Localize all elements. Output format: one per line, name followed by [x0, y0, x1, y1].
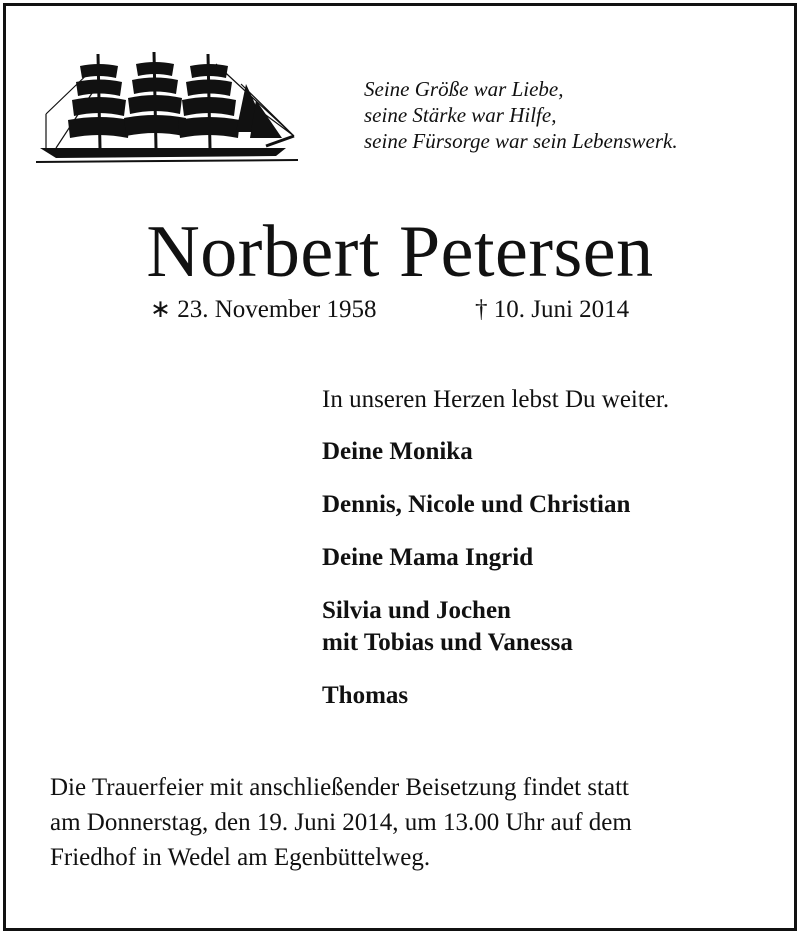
mourner-name: Dennis, Nicole und Christian [322, 491, 631, 518]
mourner-name: Thomas [322, 682, 409, 709]
motto-line: Seine Größe war Liebe, [364, 77, 564, 101]
motto-line: seine Fürsorge war sein Lebenswerk. [364, 129, 678, 153]
mourner-entry [322, 542, 782, 574]
family-intro: In unseren Herzen lebst Du weiter. [322, 386, 670, 413]
mourner-entry [322, 680, 782, 712]
mourners-list [322, 384, 782, 733]
sailing-ship-icon [36, 44, 298, 166]
motto-quote [364, 76, 784, 154]
notice-line: Die Trauerfeier mit anschließender Beisetzung findet statt [50, 774, 629, 801]
mourner-entry [322, 436, 782, 468]
death-date: † 10. Juni 2014 [475, 296, 630, 323]
notice-line: am Donnerstag, den 19. Juni 2014, um 13.00 Uhr auf dem [50, 809, 632, 836]
birth-date: ∗ 23. November 1958 [150, 296, 377, 323]
obituary-card [3, 3, 797, 931]
mourner-name: Deine Mama Ingrid [322, 544, 534, 571]
mourner-entry [322, 595, 782, 659]
motto-line: seine Stärke war Hilfe, [364, 103, 557, 127]
mourner-name: mit Tobias und Vanessa [322, 629, 573, 656]
notice-line: Friedhof in Wedel am Egenbüttelweg. [50, 844, 431, 871]
mourner-entry [322, 489, 782, 521]
mourner-name: Deine Monika [322, 438, 473, 465]
deceased-name: Norbert Petersen [146, 211, 654, 293]
mourner-name: Silvia und Jochen [322, 597, 511, 624]
funeral-notice [50, 770, 780, 875]
